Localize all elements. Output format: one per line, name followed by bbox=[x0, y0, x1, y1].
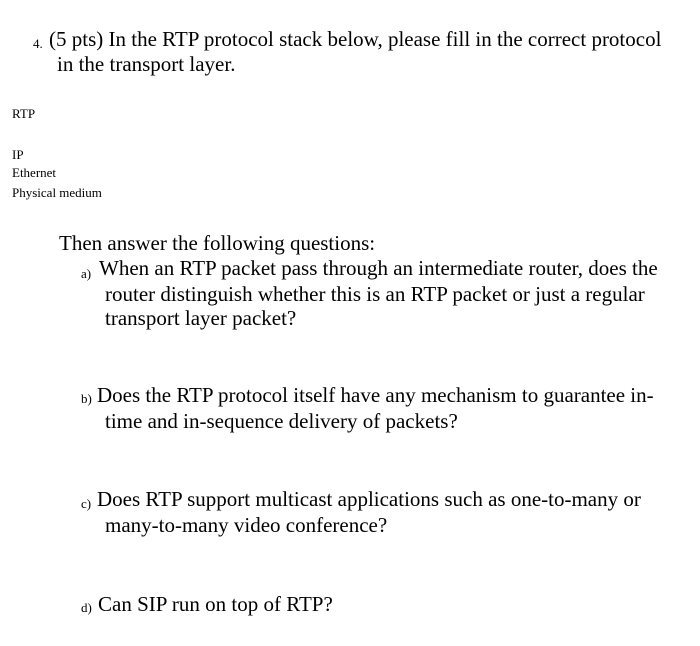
stack-layer-ip: IP bbox=[12, 147, 24, 162]
question-text-line-1: (5 pts) In the RTP protocol stack below, please fill in the correct protocol bbox=[49, 27, 662, 51]
question-text-line-2: in the transport layer. bbox=[57, 52, 236, 76]
subquestion-a-line-1: When an RTP packet pass through an intermediate router, does the bbox=[99, 256, 658, 280]
subquestion-b-line-2: time and in-sequence delivery of packets? bbox=[105, 409, 458, 433]
subquestion-c-letter: c) bbox=[81, 496, 92, 511]
subquestion-a-letter: a) bbox=[81, 266, 92, 281]
followup-intro: Then answer the following questions: bbox=[59, 231, 376, 255]
stack-layer-ethernet: Ethernet bbox=[12, 165, 57, 180]
subquestion-c-line-2: many-to-many video conference? bbox=[105, 513, 388, 537]
subquestion-a-line-2: router distinguish whether this is an RTP packet or just a regular bbox=[105, 282, 645, 306]
subquestion-c-line-1: Does RTP support multicast applications such as one-to-many or bbox=[97, 487, 641, 511]
subquestion-d-line-1: Can SIP run on top of RTP? bbox=[98, 592, 333, 616]
subquestion-a-line-3: transport layer packet? bbox=[105, 306, 297, 330]
subquestion-b-line-1: Does the RTP protocol itself have any mechanism to guarantee in- bbox=[97, 383, 654, 407]
subquestion-d-letter: d) bbox=[81, 600, 92, 615]
stack-layer-rtp: RTP bbox=[12, 106, 36, 121]
question-number: 4. bbox=[33, 36, 43, 51]
stack-layer-physical-medium: Physical medium bbox=[12, 185, 102, 200]
subquestion-b-letter: b) bbox=[81, 391, 92, 406]
